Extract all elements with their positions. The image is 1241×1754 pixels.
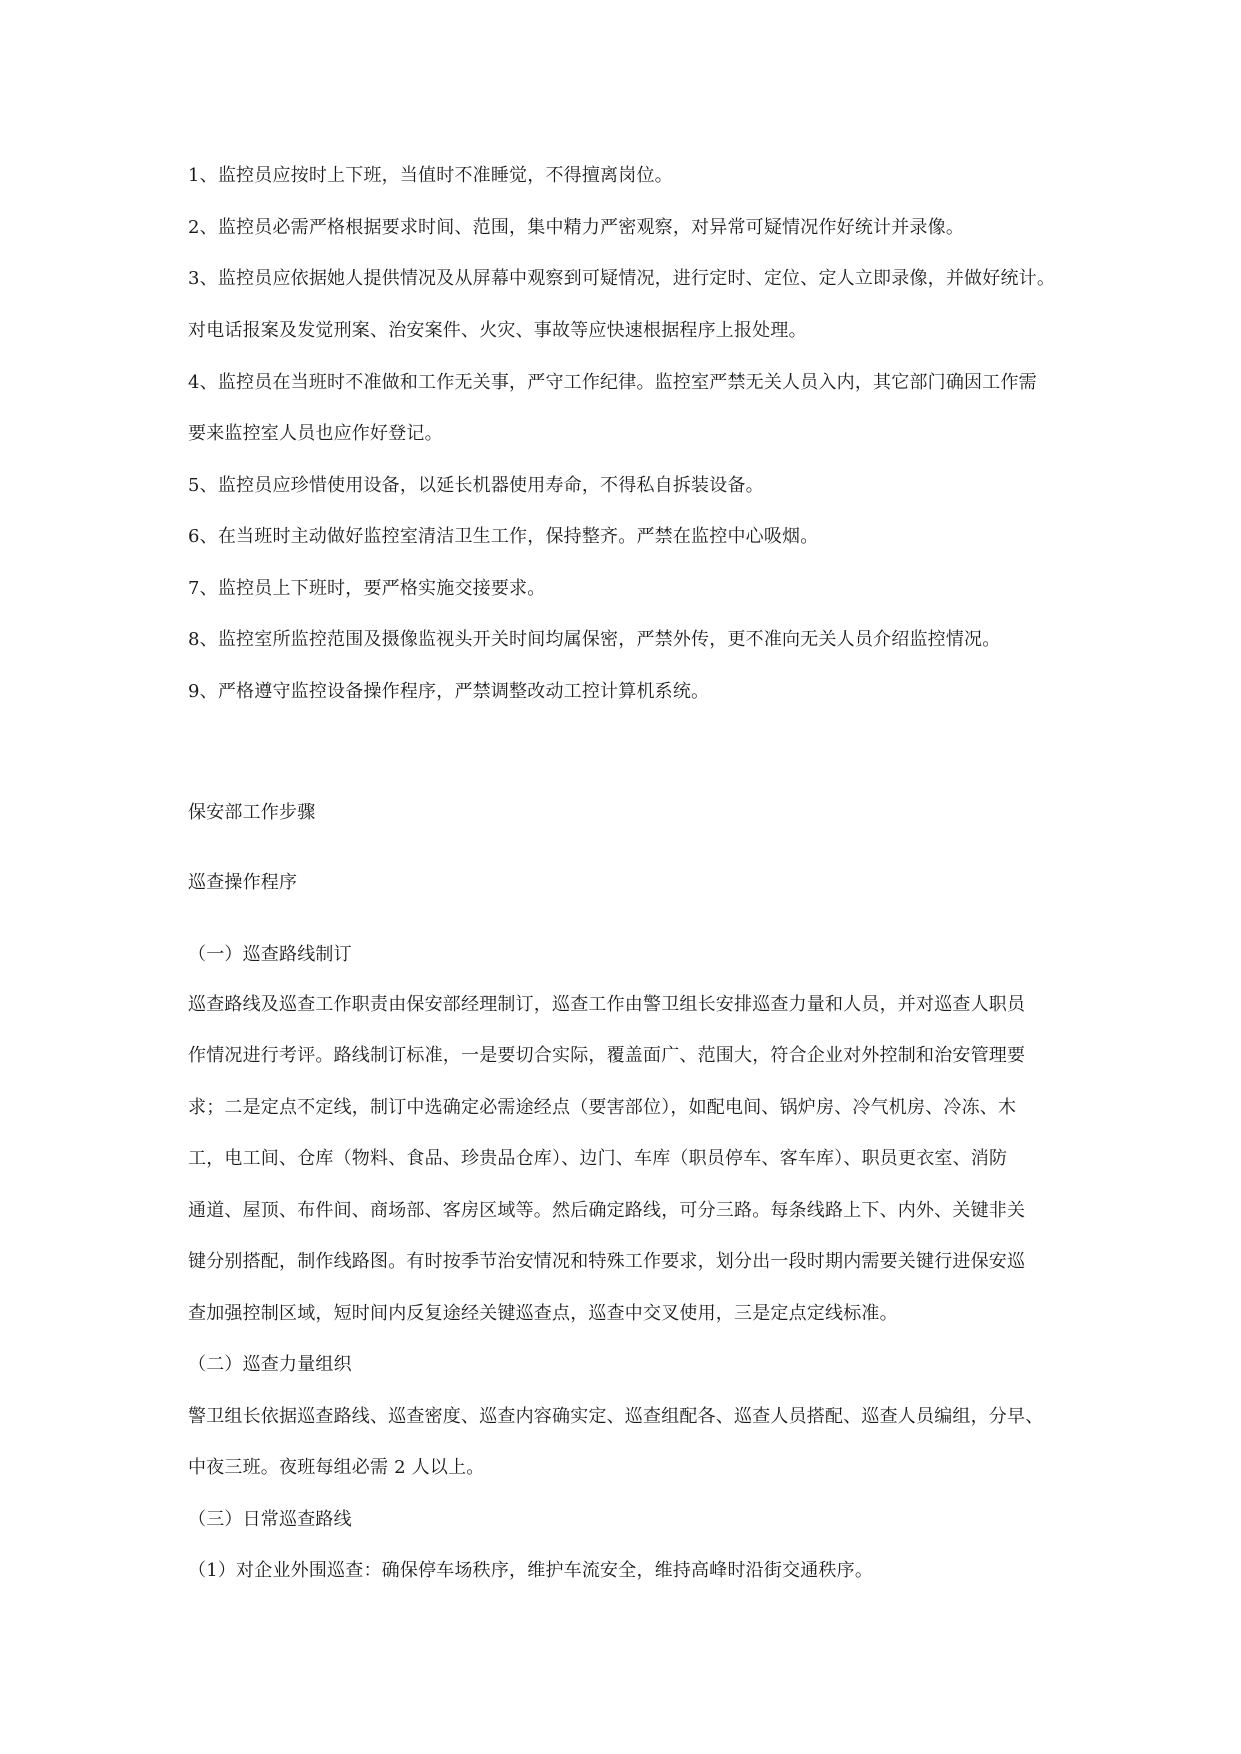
part-heading: （三）日常巡查路线 <box>188 1509 352 1530</box>
rule-item-continuation: 要来监控室人员也应作好登记。 <box>188 423 443 444</box>
paragraph-line: 查加强控制区域，短时间内反复途经关键巡查点，巡查中交叉使用，三是定点定线标准。 <box>188 1303 898 1324</box>
paragraph-line: 求；二是定点不定线，制订中选确定必需途经点（要害部位），如配电间、锅炉房、冷气机房、冷冻、木 <box>188 1097 1017 1118</box>
rule-item: 6、在当班时主动做好监控室清洁卫生工作，保持整齐。严禁在监控中心吸烟。 <box>188 526 819 547</box>
paragraph-line: （1）对企业外围巡查：确保停车场秩序，维护车流安全，维持高峰时沿街交通秩序。 <box>188 1560 874 1581</box>
rule-item: 5、监控员应珍惜使用设备，以延长机器使用寿命，不得私自拆装设备。 <box>188 475 764 496</box>
rule-item: 4、监控员在当班时不准做和工作无关事，严守工作纪律。监控室严禁无关人员入内，其它部门确因工作需 <box>188 372 1037 393</box>
rule-item: 2、监控员必需严格根据要求时间、范围，集中精力严密观察，对异常可疑情况作好统计并录像。 <box>188 217 965 238</box>
rule-item: 7、监控员上下班时，要严格实施交接要求。 <box>188 578 546 599</box>
rule-item: 9、严格遵守监控设备操作程序，严禁调整改动工控计算机系统。 <box>188 681 710 702</box>
part-heading: （一）巡查路线制订 <box>188 944 352 965</box>
rule-item: 3、监控员应依据她人提供情况及从屏幕中观察到可疑情况，进行定时、定位、定人立即录像，并做好统计。 <box>188 268 1056 289</box>
rule-item: 8、监控室所监控范围及摄像监视头开关时间均属保密，严禁外传，更不准向无关人员介绍监控情况。 <box>188 629 1001 650</box>
paragraph-line: 中夜三班。夜班每组必需 2 人以上。 <box>188 1457 485 1478</box>
paragraph-line: 通道、屋顶、布件间、商场部、客房区域等。然后确定路线，可分三路。每条线路上下、内外、关键非关 <box>188 1200 1026 1221</box>
paragraph-line: 作情况进行考评。路线制订标准，一是要切合实际，覆盖面广、范围大，符合企业对外控制和治安管理要 <box>188 1045 1026 1066</box>
subsection-title: 巡查操作程序 <box>188 872 298 893</box>
rule-item: 1、监控员应按时上下班，当值时不准睡觉，不得擅离岗位。 <box>188 165 673 186</box>
paragraph-line: 键分别搭配，制作线路图。有时按季节治安情况和特殊工作要求，划分出一段时期内需要关键行进保安巡 <box>188 1251 1026 1272</box>
paragraph-line: 巡查路线及巡查工作职责由保安部经理制订，巡查工作由警卫组长安排巡查力量和人员，并对巡查人职员 <box>188 994 1026 1015</box>
section-title: 保安部工作步骤 <box>188 802 316 823</box>
paragraph-line: 工，电工间、仓库（物料、食品、珍贵品仓库）、边门、车库（职员停车、客车库）、职员更衣室、消防 <box>188 1148 1008 1169</box>
rule-item-continuation: 对电话报案及发觉刑案、治安案件、火灾、事故等应快速根据程序上报处理。 <box>188 320 807 341</box>
part-heading: （二）巡查力量组织 <box>188 1354 352 1375</box>
paragraph-line: 警卫组长依据巡查路线、巡查密度、巡查内容确实定、巡查组配各、巡查人员搭配、巡查人员编组，分早、 <box>188 1406 1044 1427</box>
